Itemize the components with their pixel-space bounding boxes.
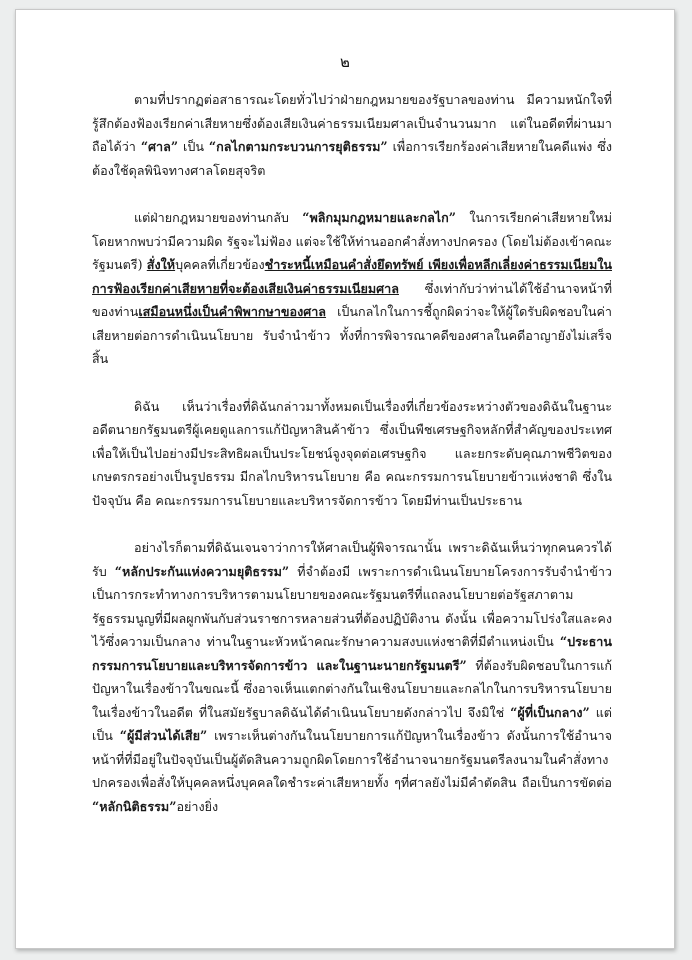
- bold-text: “กลไกตามกระบวนการยุติธรรม”: [208, 139, 388, 154]
- bold-text: “พลิกมุมกฎหมายและกลไก”: [302, 210, 457, 225]
- page-number: ๒: [340, 53, 350, 71]
- bold-text: “ผู้มีส่วนได้เสีย”: [119, 728, 208, 743]
- underlined-bold-text: สั่งให้: [146, 257, 176, 272]
- underlined-bold-text: เสมือนหนึ่งเป็นคำพิพากษาของศาล: [138, 304, 327, 319]
- body-text: ที่ต้องรับผิดชอบในการแก้ปัญหาในเรื่องข้าวในขณะนี้ ซึ่งอาจเห็นแตกต่างกันในเชิงนโยบายและกลไกในการบริหารนโยบายในเรื่องข้าวในอดีต ที่ในสมัยรัฐบาลดิฉันได้ดำเนินนโยบายดังกล่าวไป จึงมิใช่: [92, 657, 612, 720]
- body-text: เป็นกลไกในการชี้ถูกผิดว่าจะให้ผู้ใดรับผิดชอบในค่าเสียหายต่อการดำเนินนโยบาย รับจำนำข้าว ทั้งที่การพิจารณาคดีของศาลในคดีอาญายังไม่เสร็จสิ้น: [92, 304, 612, 366]
- document-body: [92, 88, 612, 818]
- body-text: ดิฉัน เห็นว่าเรื่องที่ดิฉันกล่าวมาทั้งหมดเป็นเรื่องที่เกี่ยวข้องระหว่างตัวของดิฉันในฐานะอดีตนายกรัฐมนตรีผู้เคยดูแลการแก้ปัญหาสินค้าข้าว ซึ่งเป็นพืชเศรษฐกิจหลักที่สำคัญของประเทศ เพื่อให้เป็นไปอย่างมีประสิทธิผลเป็นประโยชน์จูงจุดต่อเศรษฐกิจ และยกระดับคุณภาพชีวิตของเกษตรกรอย่างเป็นรูปธรรม มีกลไกบริหารนโยบาย คือ คณะกรรมการนโยบายข้าวแห่งชาติ ซึ่งในปัจจุบัน คือ คณะกรรมการนโยบายและบริหารจัดการข้าว โดยมีท่านเป็นประธาน: [92, 398, 612, 508]
- underlined-bold-text: ชำระหนี้เหมือนคำสั่งยึดทรัพย์ เพียงเพื่อหลีกเลี่ยงค่าธรรมเนียมในการฟ้องเรียกค่าเสียหายที่จะต้องเสียเงินค่าธรรมเนียมศาล: [92, 257, 612, 296]
- body-text: แต่ฝ่ายกฎหมายของท่านกลับ: [134, 210, 303, 225]
- body-text: ที่จำต้องมี เพราะการดำเนินนโยบายโครงการรับจำนำข้าวเป็นการกระทำทางการบริหารตามนโยบายของคณะรัฐมนตรีที่แถลงนโยบายต่อรัฐสภาตามรัฐธรรมนูญที่มีผลผูกพันกับส่วนราชการหลายส่วนที่ต้องปฏิบัติงาน ดังนั้น เพื่อความโปร่งใสและคงไว้ซึ่งความเป็นกลาง ท่านในฐานะหัวหน้าคณะรักษาความสงบแห่งชาติที่มีตำแหน่งเป็น: [92, 563, 613, 649]
- body-text: เพื่อการเรียกร้องค่าเสียหายในคดีแพ่ง ซึ่งต้องใช้ดุลพินิจทางศาลโดยสุจริต: [92, 139, 612, 178]
- body-text: ในการเรียกค่าเสียหายใหม่ โดยหากพบว่ามีความผิด รัฐจะไม่ฟ้อง แต่จะใช้ให้ท่านออกคำสั่งทางปกครอง (โดยไม่ต้องเข้าคณะรัฐมนตรี): [92, 210, 613, 272]
- paragraph: [92, 536, 612, 818]
- paragraph: [92, 88, 612, 182]
- body-text: อย่างไรก็ตามที่ดิฉันเจนจาว่าการให้ศาลเป็นผู้พิจารณานั้น เพราะดิฉันเห็นว่าทุกคนควรได้รับ: [92, 540, 612, 579]
- document-page: [15, 9, 675, 949]
- body-text: เป็น: [178, 139, 209, 154]
- paragraph: [92, 206, 612, 371]
- bold-text: “ประธานกรรมการนโยบายและบริหารจัดการข้าว และในฐานะนายกรัฐมนตรี”: [92, 634, 612, 673]
- body-text: แต่เป็น: [92, 704, 612, 743]
- paragraph: [92, 395, 612, 513]
- bold-text: “ผู้ที่เป็นกลาง”: [510, 704, 590, 720]
- bold-text: “ศาล”: [140, 139, 179, 154]
- bold-text: “หลักประกันแห่งความยุติธรรม”: [114, 563, 290, 579]
- body-text: บุคคลที่เกี่ยวข้อง: [175, 257, 265, 272]
- body-text: ซึ่งเท่ากับว่าท่านได้ใช้อำนาจหน้าที่ของท่าน: [92, 280, 612, 319]
- body-text: เพราะเห็นต่างกันในนโยบายการแก้ปัญหาในเรื่องข้าว ดังนั้นการใช้อำนาจหน้าที่ที่มีอยู่ในปัจจุบันเป็นผู้ตัดสินความถูกผิดโดยการใช้อำนาจนายกรัฐมนตรีลงนามในคำสั่งทางปกครองเพื่อสั่งให้บุคคลหนึ่งบุคคลใดชำระค่าเสียหายทั้ง ๆที่ศาลยังไม่มีคำตัดสิน ถือเป็นการขัดต่อ: [92, 728, 612, 790]
- body-text: อย่างยิ่ง: [176, 798, 219, 814]
- body-text: ตามที่ปรากฏต่อสาธารณะโดยทั่วไปว่าฝ่ายกฎหมายของรัฐบาลของท่าน มีความหนักใจที่รู้สึกต้องฟ้องเรียกค่าเสียหายซึ่งต้องเสียเงินค่าธรรมเนียมศาลเป็นจำนวนมาก แต่ในอดีตที่ผ่านมาถือได้ว่า: [92, 92, 612, 154]
- bold-text: “หลักนิติธรรม”: [92, 798, 177, 814]
